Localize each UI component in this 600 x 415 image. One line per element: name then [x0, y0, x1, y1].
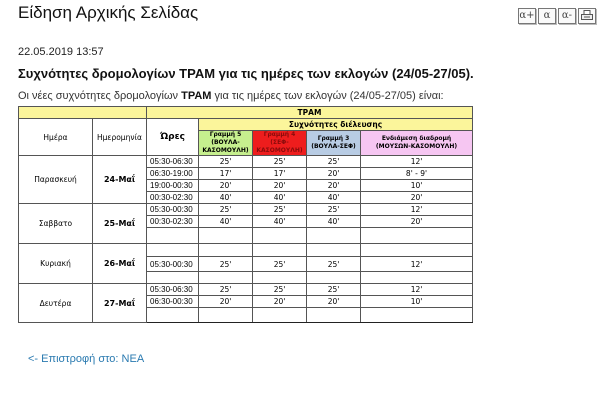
hours-cell: 05:30-06:30	[147, 156, 199, 168]
line4-cell: 25'	[253, 156, 307, 168]
line5-route-2: ΚΑΣΟΜΟΥΛΗ)	[202, 147, 249, 154]
table-title: ΤΡΑΜ	[147, 107, 473, 119]
col-header-hours: Ώρες	[147, 119, 199, 156]
line3-cell: 25'	[307, 204, 361, 216]
line5-cell: 17'	[199, 168, 253, 180]
line5-label: Γραμμή 5	[209, 131, 242, 138]
line3-label: Γραμμή 3	[317, 135, 350, 142]
line4-cell	[253, 228, 307, 244]
day-cell: Παρασκευή	[19, 156, 93, 204]
line4-cell: 25'	[253, 284, 307, 296]
line3-cell	[307, 308, 361, 323]
line5-cell	[199, 228, 253, 244]
line4-route-1: (ΣΕΦ-	[270, 139, 289, 146]
hours-cell: 06:30-00:30	[147, 296, 199, 308]
date-cell: 26-Μαΐ	[93, 244, 147, 284]
hours-cell: 05:30-00:30	[147, 204, 199, 216]
line4-cell: 17'	[253, 168, 307, 180]
line3-cell: 40'	[307, 216, 361, 228]
line4-cell: 20'	[253, 296, 307, 308]
line3-cell: 25'	[307, 257, 361, 272]
article-intro	[18, 90, 444, 102]
line4-label: Γραμμή 4	[263, 131, 296, 138]
schedule-table	[18, 106, 473, 323]
line5-cell: 20'	[199, 180, 253, 192]
text-toolbar	[518, 8, 596, 24]
intermediate-cell	[361, 272, 473, 284]
intermediate-route: (ΜΟΥΣΩΝ-ΚΑΣΟΜΟΥΛΗ)	[375, 143, 458, 150]
line5-cell: 25'	[199, 204, 253, 216]
col-header-line5	[199, 131, 253, 156]
table-row	[19, 156, 473, 168]
intermediate-cell: 10'	[361, 180, 473, 192]
page-title: Είδηση Αρχικής Σελίδας	[18, 3, 199, 22]
table-row	[19, 204, 473, 216]
col-header-line4	[253, 131, 307, 156]
line4-cell: 40'	[253, 192, 307, 204]
line5-cell	[199, 272, 253, 284]
intro-text-2: για τις ημέρες των εκλογών (24/05-27/05) είναι:	[211, 90, 444, 102]
intermediate-cell	[361, 308, 473, 323]
line3-route: (ΒΟΥΛΑ-ΣΕΦ)	[311, 143, 356, 150]
date-cell: 27-Μαΐ	[93, 284, 147, 323]
intermediate-cell: 12'	[361, 257, 473, 272]
col-header-line3	[307, 131, 361, 156]
day-cell: Σαββατο	[19, 204, 93, 244]
line5-route-1: (ΒΟΥΛΑ-	[211, 139, 240, 146]
hours-cell: 00:30-02:30	[147, 192, 199, 204]
intermediate-cell: 12'	[361, 284, 473, 296]
intermediate-cell: 12'	[361, 156, 473, 168]
col-header-intermediate	[361, 131, 473, 156]
line4-cell	[253, 308, 307, 323]
table-row	[19, 284, 473, 296]
col-header-day: Ημέρα	[19, 119, 93, 156]
hours-cell	[147, 308, 199, 323]
font-reset-button[interactable]: α	[538, 8, 556, 24]
date-cell: 24-Μαΐ	[93, 156, 147, 204]
line5-cell	[199, 244, 253, 257]
article-headline: Συχνότητες δρομολογίων ΤΡΑΜ για τις ημέρες των εκλογών (24/05-27/05).	[18, 66, 474, 81]
line4-cell: 25'	[253, 204, 307, 216]
line3-cell: 40'	[307, 192, 361, 204]
line4-cell	[253, 244, 307, 257]
printer-icon	[581, 10, 593, 21]
intermediate-cell: 20'	[361, 192, 473, 204]
line4-cell: 20'	[253, 180, 307, 192]
line4-cell: 25'	[253, 257, 307, 272]
intro-text-1: Οι νέες συχνότητες δρομολογίων	[18, 90, 182, 102]
hours-cell: 05:30-06:30	[147, 284, 199, 296]
line5-cell: 40'	[199, 216, 253, 228]
intermediate-cell: 10'	[361, 296, 473, 308]
intermediate-cell: 20'	[361, 216, 473, 228]
line3-cell: 20'	[307, 168, 361, 180]
hours-cell: 00:30-02:30	[147, 216, 199, 228]
day-cell: Δευτέρα	[19, 284, 93, 323]
hours-cell	[147, 272, 199, 284]
line3-cell: 20'	[307, 180, 361, 192]
line3-cell: 20'	[307, 296, 361, 308]
intermediate-cell: 8' - 9'	[361, 168, 473, 180]
line5-cell: 40'	[199, 192, 253, 204]
line3-cell	[307, 272, 361, 284]
line5-cell: 20'	[199, 296, 253, 308]
line5-cell: 25'	[199, 156, 253, 168]
line3-cell: 25'	[307, 156, 361, 168]
print-button[interactable]	[578, 8, 596, 24]
font-increase-button[interactable]: α+	[518, 8, 536, 24]
header-blank	[19, 107, 147, 119]
hours-cell: 19:00-00:30	[147, 180, 199, 192]
back-to-news-link[interactable]: <- Επιστροφή στο: ΝΕΑ	[28, 353, 145, 365]
intermediate-cell	[361, 244, 473, 257]
line5-cell: 25'	[199, 257, 253, 272]
intermediate-cell: 12'	[361, 204, 473, 216]
hours-cell	[147, 244, 199, 257]
line5-cell	[199, 308, 253, 323]
hours-cell: 06:30-19:00	[147, 168, 199, 180]
intro-bold: ΤΡΑΜ	[181, 90, 212, 102]
line3-cell	[307, 244, 361, 257]
line4-cell: 40'	[253, 216, 307, 228]
font-decrease-button[interactable]: α-	[558, 8, 576, 24]
date-cell: 25-Μαΐ	[93, 204, 147, 244]
line4-route-2: ΚΑΣΟΜΟΥΛΗ)	[256, 147, 303, 154]
table-row	[19, 244, 473, 257]
line5-cell: 25'	[199, 284, 253, 296]
col-header-date: Ημερομηνία	[93, 119, 147, 156]
hours-cell	[147, 228, 199, 244]
article-date: 22.05.2019 13:57	[18, 46, 104, 58]
day-cell: Κυριακή	[19, 244, 93, 284]
line3-cell: 25'	[307, 284, 361, 296]
intermediate-cell	[361, 228, 473, 244]
intermediate-label: Ενδιάμεση διαδρομή	[381, 135, 452, 142]
table-subtitle: Συχνότητες διέλευσης	[199, 119, 473, 131]
line4-cell	[253, 272, 307, 284]
line3-cell	[307, 228, 361, 244]
hours-cell: 05:30-00:30	[147, 257, 199, 272]
